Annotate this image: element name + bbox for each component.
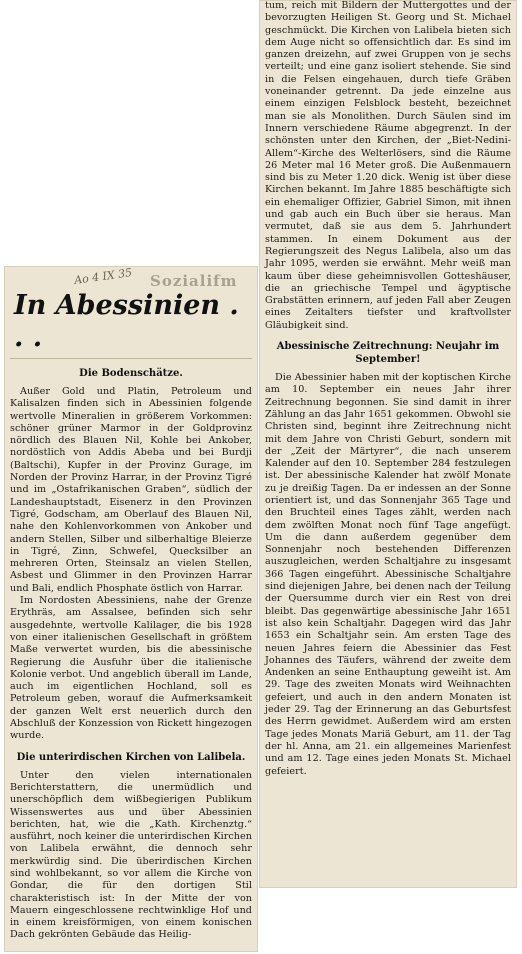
- section-heading-zeitrechnung: Abessinische Zeitrechnung: Neujahr im September!: [276, 341, 500, 366]
- article-headline: In Abessinien . . .: [14, 290, 239, 353]
- adjacent-heading-fragment: Sozialifm: [150, 272, 238, 290]
- left-clipping: [4, 266, 258, 952]
- right-clipping: [259, 0, 517, 888]
- paragraph: Die Abessinier haben mit der koptischen Kirche am 10. September ein neues Jahr ihrer Zeitrechnung begonnen. Sie sind damit in ihrer Zählung an das Jahr 1651 gekommen. Obwohl sie Christen sind, beginnt ihre Zeitrechnung nicht mit dem Jahre von Christi Geburt, sondern mit der „Zeit der Märtyrer“, die nach unserem Kalender auf den 10. September 284 festzulegen ist. Der abessinische Kalender hat zwölf Monate zu je dreißig Tagen. Da er indessen an der Sonne orientiert ist, und das Sonnenjahr 365 Tage und den Bruchteil eines Tages zählt, werden nach dem zwölften Monat noch fünf Tage angefügt. Um die dann außerdem gegenüber dem Sonnenjahr noch bestehenden Differenzen auszugleichen, werden Schaltjahre zu insgesamt 366 Tagen eingeführt. Abessinische Schaltjahre sind diejenigen Jahre, bei denen nach der Teilung der Quersumme durch vier ein Rest von drei bleibt. Das gegenwärtige abessinische Jahr 1651 ist also kein Schaltjahr. Dagegen wird das Jahr 1653 ein Schaltjahr sein. Am ersten Tage des neuen Jahres feiern die Abessinier das Fest Johannes des Täufers, während der zweite dem Andenken an seine Enthauptung geweiht ist. Am 29. Tage des zweiten Monats wird Weihnachten gefeiert, und auch in den andern Monaten ist jeder 29. Tag der Erinnerung an das Geburtsfest des Herrn gewidmet. Außerdem wird am ersten Tage jedes Monats Mariä Geburt, am 11. der Tag der hl. Anna, am 21. ein allgemeines Marienfest und am 12. Tage eines jeden Monats St. Michael gefeiert.: [265, 372, 511, 777]
- paragraph: Im Nordosten Abessiniens, nahe der Grenze Erythräs, am Assalsee, befinden sich sehr ausgedehnte, wertvolle Kalilager, die bis 1928 von einer italienischen Gesellschaft in größtem Maße verwertet wurden, bis die abessinische Regierung die Ausfuhr über die italienische Kolonie verbot. Und angeblich überall im Lande, auch im eigentlichen Hochland, soll es Petroleum geben, worauf die Aufmerksamkeit der ganzen Welt erst neuerlich durch den Abschluß der Konzession von Rickett hingezogen wurde.: [10, 595, 252, 742]
- left-column: [4, 272, 258, 942]
- paragraph: Unter den vielen internationalen Berichterstattern, die unermüdlich und unerschöpflich dem wißbegierigen Publikum Wissenswertes aus und über Abessinien berichten, hat, wie die „Kath. Kirchenztg.“ ausführt, noch keiner die unterirdischen Kirchen von Lalibela erwähnt, die dennoch sehr merkwürdig sind. Die überirdischen Kirchen sind wohlbekannt, so vor allem die Kirche von Gondar, die für den dortigen Stil charakteristisch ist: In der Mitte der von Mauern eingeschlossene rechtwinklige Hof und in einem kreisförmigen, von einem konischen Dach gekrönten Gebäude das Heilig-: [10, 769, 252, 941]
- paragraph: Außer Gold und Platin, Petroleum und Kalisalzen finden sich in Abessinien folgende wertvolle Mineralien in größerem Vorkommen: schöner grüner Marmor in der Goldprovinz nördlich des Blauen Nil, Kohle bei Ankober, nordöstlich von Addis Abeba und bei Burdji (Baltschi), Kupfer in der Provinz Gurage, im Norden der Provinz Harrar, in der Provinz Tigré und im „Ostafrikanischen Graben“, südlich der Landeshauptstadt, Eisenerz in den Provinzen Tigré, Godscham, am Oberlauf des Blauen Nil, nahe den Kohlenvorkommen von Ankober und andern Stellen, Silber und silberhaltige Bleierze in Tigré, Zinn, Schwefel, Quecksilber an mehreren Orten, Steinsalz an vielen Stellen, Asbest und Glimmer in den Provinzen Harrar und Bali, endlich Phosphate östlich von Harrar.: [10, 386, 252, 594]
- section-heading-bodenschaetze: Die Bodenschätze.: [79, 368, 183, 379]
- right-column: [259, 0, 517, 778]
- handwritten-date: Ao 4 IX 35: [73, 266, 133, 287]
- paragraph-continued: tum, reich mit Bildern der Muttergottes und der bevorzugten Heiligen St. Georg und St. Michael geschmückt. Die Kirchen von Lalibela bieten sich dem Auge nicht so offensichtlich dar. Es sind im ganzen dreizehn, auf zwei Gruppen von je sechs verteilt; und eine ganz isoliert stehende. Sie sind in die Felsen eingehauen, durch tiefe Gräben voneinander getrennt. Da jede einzelne aus einem einzigen Felsblock besteht, bezeichnet man sie als Monolithen. Durch Säulen sind im Innern verschiedene Räume abgegrenzt. In der schönsten unter den Kirchen, der „Biet-Nedini-Allem“-Kirche des Welterlösers, sind die Räume 26 Meter mal 16 Meter groß. Die Außenmauern sind bis zu Meter 1.20 dick. Wenig ist über diese Kirchen bekannt. Im Jahre 1885 beschäftigte sich ein ehemaliger Offizier, Gabriel Simon, mit ihnen und gab auch ein Buch über sie heraus. Man vermutet, daß sie aus dem 5. Jahrhundert stammen. In einem Dokument aus der Regierungszeit des Negus Lalibela, also um das Jahr 1095, werden sie erwähnt. Mehr weiß man kaum über diese geheimnisvollen Gotteshäuser, die an griechische Tempel und ägyptische Grabstätten erinnern, auf jeden Fall aber Zeugen eines Zeitalters tiefster und kraftvollster Gläubigkeit sind.: [265, 0, 511, 331]
- section-heading-kirchen: Die unterirdischen Kirchen von Lalibela.: [16, 751, 246, 763]
- headline-rule: [10, 358, 252, 359]
